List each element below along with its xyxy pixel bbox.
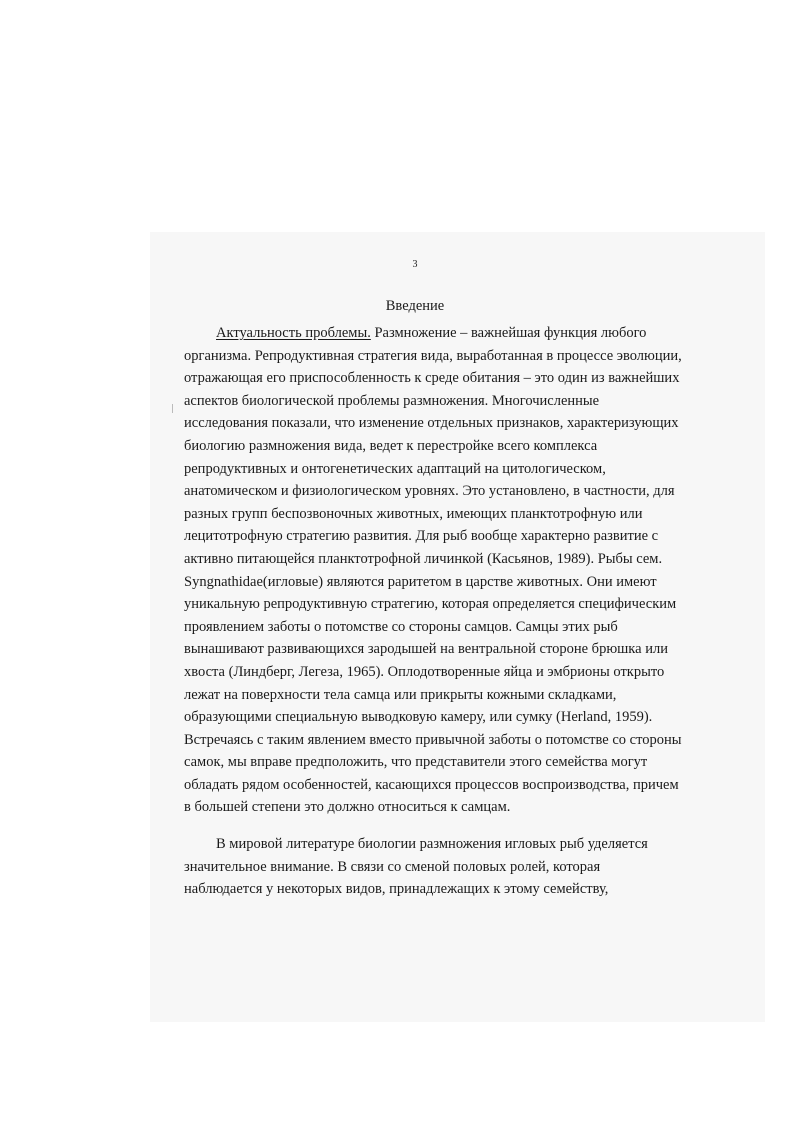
text-line: лежат на поверхности тела самца или прикрыты кожными складками, <box>184 686 617 703</box>
text-line: наблюдается у некоторых видов, принадлежащих к этому семейству, <box>184 881 609 898</box>
text-line: в большей степени это должно относиться к самцам. <box>184 799 511 816</box>
text-line: разных групп беспозвоночных животных, имеющих планктотрофную или <box>184 505 643 522</box>
text-line: организма. Репродуктивная стратегия вида, выработанная в процессе эволюции, <box>184 347 682 364</box>
text-line: В мировой литературе биологии размножения игловых рыб уделяется <box>216 836 648 852</box>
text-line: активно питающейся планктотрофной личинкой (Касьянов, 1989). Рыбы сем. <box>184 550 663 567</box>
text-line: Syngnathidae(игловые) являются раритетом в царстве животных. Они имеют <box>184 573 657 590</box>
text-line: проявлением заботы о потомстве со стороны самцов. Самцы этих рыб <box>184 618 618 635</box>
text-line: значительное внимание. В связи со сменой половых ролей, которая <box>184 858 601 875</box>
first-line-text: Размножение – важнейшая функция любого <box>370 325 647 341</box>
text-line: образующими специальную выводковую камеру, или сумку (Herland, 1959). <box>184 709 653 726</box>
paragraph-relevance <box>184 322 744 819</box>
underlined-lead: Актуальность проблемы. <box>216 325 371 341</box>
text-line: отражающая его приспособленность к среде обитания – это один из важнейших <box>184 370 680 387</box>
text-line: исследования показали, что изменение отдельных признаков, характеризующих <box>184 415 679 432</box>
text-line: вынашивают развивающихся зародышей на вентральной стороне брюшка или <box>184 641 668 658</box>
text-line: репродуктивных и онтогенетических адаптаций на цитологическом, <box>184 460 606 477</box>
text-line: хвоста (Линдберг, Легеза, 1965). Оплодотворенные яйца и эмбрионы открыто <box>184 663 665 680</box>
scan-artifact-mark <box>172 404 173 413</box>
text-line: аспектов биологической проблемы размножения. Многочисленные <box>184 392 600 409</box>
text-line: обладать рядом особенностей, касающихся процессов воспроизводства, причем <box>184 776 679 793</box>
paragraph-literature <box>184 833 744 901</box>
text-line: Встречаясь с таким явлением вместо привычной заботы о потомстве со стороны <box>184 731 682 748</box>
text-line: лецитотрофную стратегию развития. Для рыб вообще характерно развитие с <box>184 528 659 545</box>
text-line: биологию размножения вида, ведет к перестройке всего комплекса <box>184 437 598 454</box>
text-line: анатомическом и физиологическом уровнях. Это установлено, в частности, для <box>184 483 675 500</box>
page-number: 3 <box>412 259 418 270</box>
text-line: уникальную репродуктивную стратегию, которая определяется специфическим <box>184 596 677 613</box>
section-heading: Введение <box>385 298 445 314</box>
paragraph-first-line <box>184 322 744 345</box>
text-line: самок, мы вправе предположить, что представители этого семейства могут <box>184 754 648 771</box>
